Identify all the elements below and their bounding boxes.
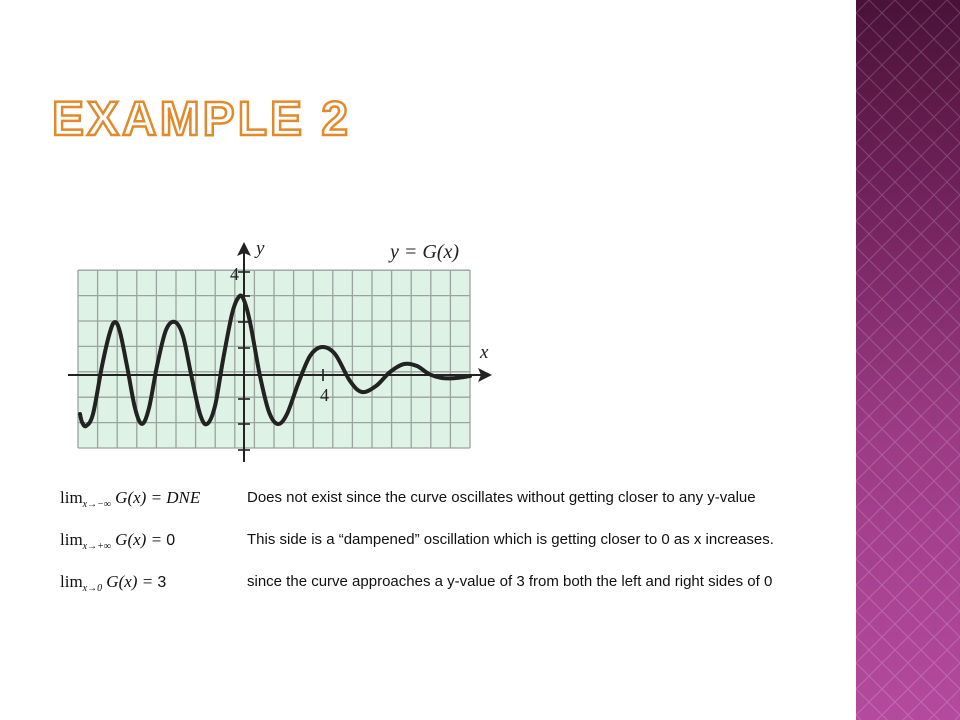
slide-title: EXAMPLE 2: [52, 93, 352, 146]
x-axis-label: x: [480, 342, 489, 363]
diamond-pattern: [856, 0, 960, 720]
limit-description: since the curve approaches a y-value of 3 from both the left and right sides of 0: [247, 573, 773, 590]
limit-expression: $\lim_{x\to-\infty} G(x)$ = DNE: [60, 488, 201, 510]
limit-description: This side is a “dampened” oscillation which is getting closer to 0 as x increases.: [247, 531, 774, 548]
x-tick-label: 4: [320, 385, 329, 405]
y-axis-label: y: [256, 238, 265, 259]
limit-expression: $\lim_{x\to+\infty} G(x) = 0$: [60, 530, 176, 552]
y-tick-label: 4: [230, 264, 239, 284]
function-label: y = G(x): [390, 241, 460, 263]
limit-expression: $\lim_{x\to 0} G(x) = 3$: [60, 572, 167, 594]
decorative-sidebar: [856, 0, 960, 720]
limit-description: Does not exist since the curve oscillates without getting closer to any y-value: [247, 489, 756, 506]
function-graph: [60, 236, 500, 466]
